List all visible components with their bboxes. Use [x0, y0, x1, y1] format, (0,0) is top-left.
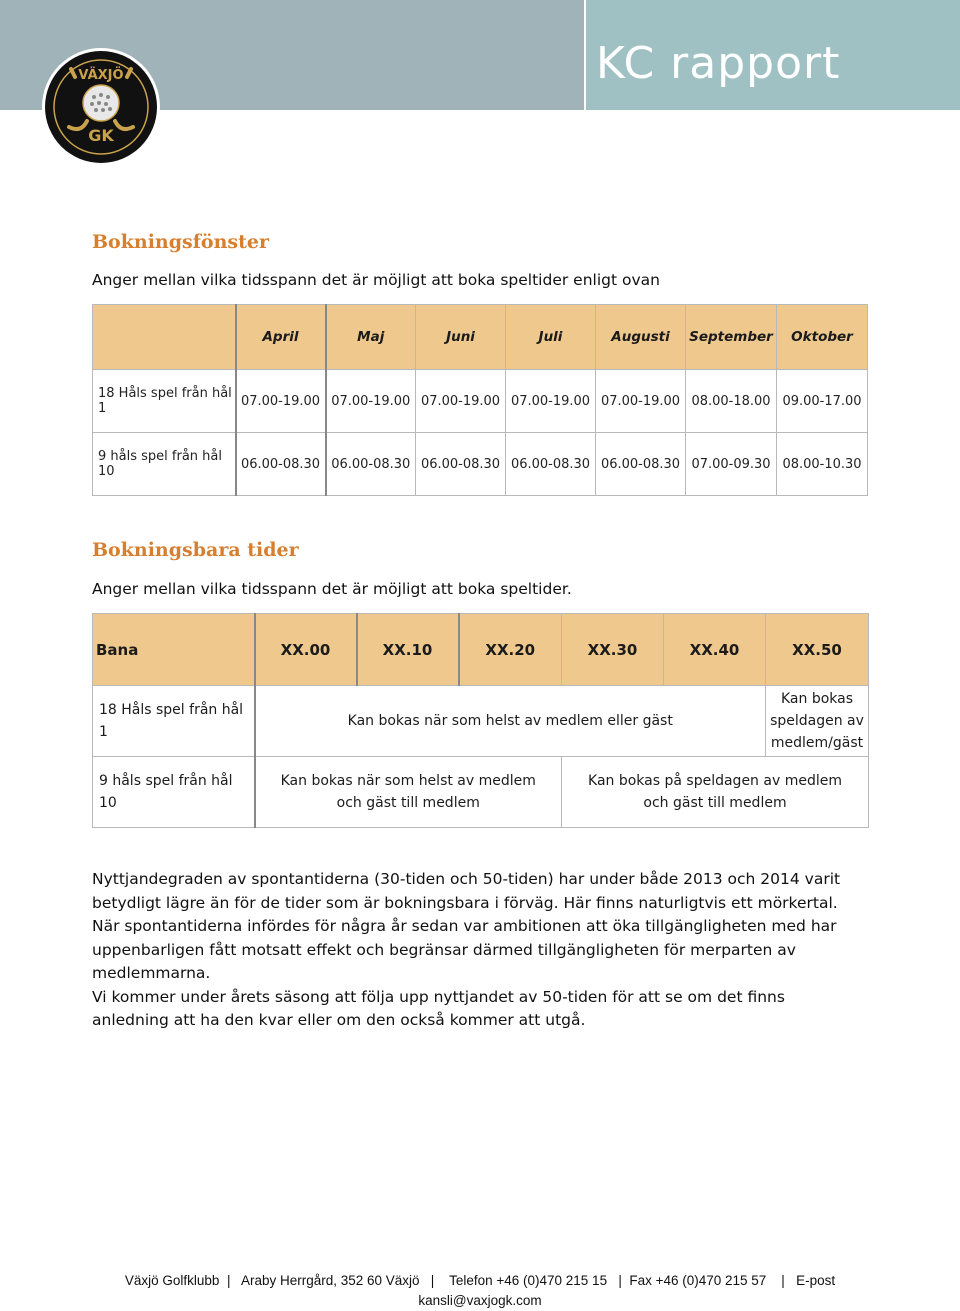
table-cell: 07.00-19.00: [416, 370, 506, 433]
table-cell: 07.00-19.00: [506, 370, 596, 433]
body-line: uppenbarligen fått motsatt effekt och begränsar därmed tillgängligheten för merparten av: [92, 941, 796, 959]
page-title: KC rapport: [596, 38, 841, 89]
table-row: [93, 686, 869, 757]
table-cell: 06.00-08.30: [326, 433, 416, 496]
column-header: XX.00: [255, 614, 357, 686]
table-cell: 06.00-08.30: [236, 433, 326, 496]
footer-email-link[interactable]: kansli@vaxjogk.com: [418, 1293, 542, 1308]
table-cell: 06.00-08.30: [416, 433, 506, 496]
logo-text-top: VÄXJÖ: [78, 68, 124, 83]
merged-cell: Kan bokas när som helst av medlem eller gäst: [255, 686, 766, 757]
column-header: XX.40: [664, 614, 766, 686]
logo-text-bottom: GK: [88, 126, 114, 145]
body-line: När spontantiderna infördes för några år sedan var ambitionen att öka tillgängligheten med har: [92, 917, 837, 935]
column-header: XX.20: [459, 614, 562, 686]
table-row: [93, 757, 869, 828]
bookable-times-table: [92, 613, 869, 828]
table-row: [93, 433, 868, 496]
body-line: betydligt lägre än för de tider som är bokningsbara i förväg. Här finns naturligtvis ett mörkertal.: [92, 894, 838, 912]
column-header: September: [686, 305, 777, 370]
column-header: XX.30: [562, 614, 664, 686]
table-cell: 08.00-10.30: [777, 433, 868, 496]
column-header: Oktober: [777, 305, 868, 370]
table-cell: 07.00-09.30: [686, 433, 777, 496]
table-header-row: [93, 305, 868, 370]
body-line: medlemmarna.: [92, 964, 211, 982]
row-label: 9 håls spel från hål 10: [93, 433, 236, 496]
table-cell: 06.00-08.30: [506, 433, 596, 496]
table-cell: 07.00-19.00: [326, 370, 416, 433]
body-line: Nyttjandegraden av spontantiderna (30-tiden och 50-tiden) har under både 2013 och 2014 varit: [92, 870, 841, 888]
column-header: Maj: [326, 305, 416, 370]
booking-window-table: [92, 304, 868, 496]
row-label: 18 Håls spel från hål 1: [93, 370, 236, 433]
table-cell: Kan bokas speldagen av medlem/gäst: [766, 686, 869, 757]
table-cell: 07.00-19.00: [236, 370, 326, 433]
row-label: 18 Håls spel från hål 1: [93, 686, 255, 757]
column-header: XX.50: [766, 614, 869, 686]
column-header: Juli: [506, 305, 596, 370]
table-cell: 08.00-18.00: [686, 370, 777, 433]
header-bana: Bana: [93, 614, 255, 686]
row-label: 9 håls spel från hål 10: [93, 757, 255, 828]
column-header: Juni: [416, 305, 506, 370]
section-heading-bokningsbara-tider: Bokningsbara tider: [92, 539, 299, 561]
table-header-row: [93, 614, 869, 686]
body-line: Vi kommer under årets säsong att följa upp nyttjandet av 50-tiden för att se om det finns: [92, 988, 785, 1006]
section-intro-bokningsbara-tider: Anger mellan vilka tidsspann det är möjligt att boka speltider.: [92, 580, 572, 598]
column-header: Augusti: [596, 305, 686, 370]
header-empty-cell: [93, 305, 236, 370]
club-logo: [41, 47, 161, 167]
column-header: April: [236, 305, 326, 370]
column-header: XX.10: [357, 614, 459, 686]
table-cell: 06.00-08.30: [596, 433, 686, 496]
section-heading-bokningsfonster: Bokningsfönster: [92, 231, 269, 253]
footer: [0, 1271, 960, 1311]
table-row: [93, 370, 868, 433]
body-line: anledning att ha den kvar eller om den också kommer att utgå.: [92, 1011, 586, 1029]
merged-cell: Kan bokas på speldagen av medlem och gäst till medlem: [562, 757, 869, 828]
merged-cell: Kan bokas när som helst av medlem och gäst till medlem: [255, 757, 562, 828]
table-cell: 09.00-17.00: [777, 370, 868, 433]
section-intro-bokningsfonster: Anger mellan vilka tidsspann det är möjligt att boka speltider enligt ovan: [92, 271, 660, 289]
table-cell: 07.00-19.00: [596, 370, 686, 433]
footer-contact-line: Växjö Golfklubb | Araby Herrgård, 352 60 Växjö | Telefon +46 (0)470 215 15 | Fax +46 (0)470 215 57 | E-post: [124, 1273, 836, 1288]
